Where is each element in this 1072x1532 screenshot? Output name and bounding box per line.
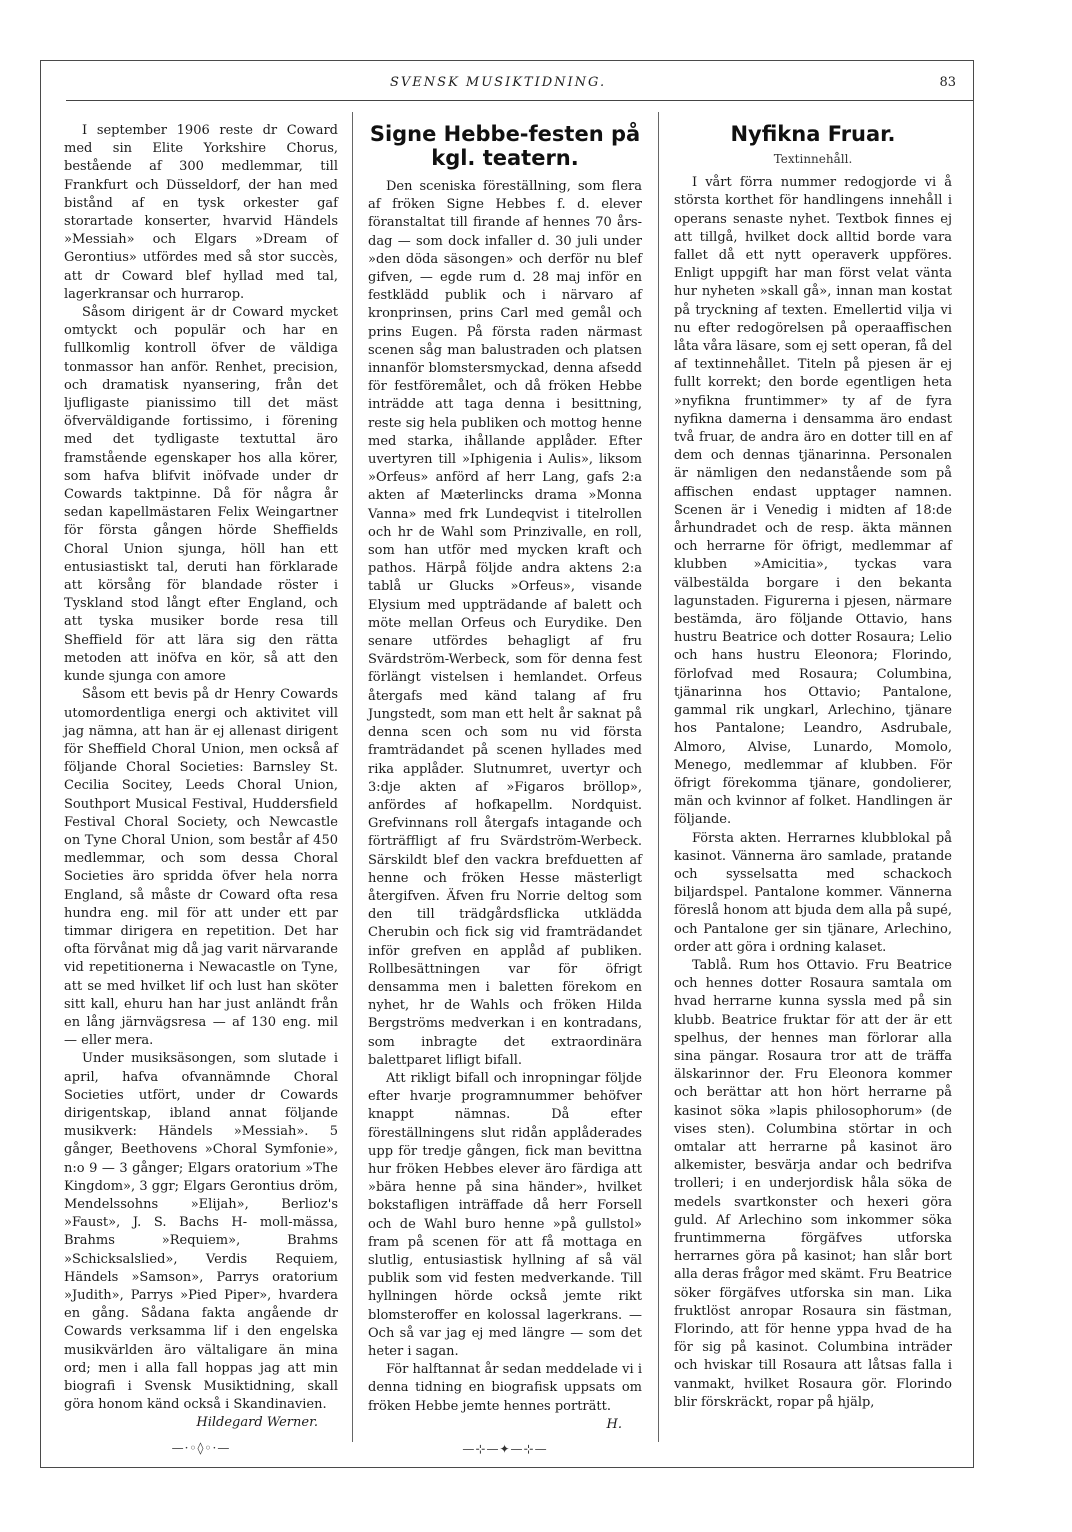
signature: Hildegard Werner. (196, 1415, 318, 1431)
article-coward (64, 122, 338, 1457)
article-title: Signe Hebbe-festen på kgl. teatern. (369, 122, 641, 170)
column-divider (352, 112, 353, 1442)
header-rule (66, 100, 974, 101)
signature: H. (606, 1416, 622, 1432)
ornament: —⊹—✦—⊹— (462, 1442, 548, 1457)
column-divider (658, 112, 659, 1442)
article-hebbe (368, 122, 642, 1458)
article-subtitle: Textinnehåll. (773, 152, 853, 166)
paragraph: Såsom dirigent är dr Coward mycket omtyckt och populär och har en fullkomlig kontroll öfver de väldiga tonmassor han anför. Renhet, precision, och dramatisk nyansering, från det ljufligaste pianissimo till det mäst öfverväldigande fortissimo, i förening med det tydligaste textuttal äro framstående egenskaper hos alla körer, som hafva blifvit inöfvade under dr Cowards taktpinne. Då för några år sedan kapellmästaren Felix Weingartner för första gången hörde Sheffields Choral Union sjunga, höll han ett entusiastiskt tal, deruti han förklarade att körsång för blandade röster i Tyskland stod långt efter England, och att tyska musiker borde resa till Sheffield för att lära sig den rätta metoden att inöfva en kör, så att den kunde sjunga con amore (64, 305, 338, 685)
paragraph: Tablå. Rum hos Ottavio. Fru Beatrice och hennes dotter Rosaura samtala om hvad herrarne kunna syssla med på sin klubb. Beatrice fruktar för att der är ett spelhus, der hennes man förlorar alla sina pängar. Rosaura tror att de träffa älskarinnor der. Fru Eleonora kommer och berättar att hon hört herrarne på kasinot söka »lapis philosophorum» (de vises sten). Columbina störtar in och omtalar att herrarne på kasinot äro alkemister, besvärja andar och bedrifva trolleri; i en underjordisk håla söka de medels svartkonster och hexeri göra guld. Af Arlechino som inkommer söka fruntimmerna förgäfves utforska herrarnes göra på kasinot; han slår bort alla deras frågor med skämt. Fru Beatrice söker förgäfves utforska sin man. Lika fruktlöst anropar Rosaura sin fästman, Florindo, att för henne yppa hvad de ha för sig på kasinot. Columbina inträder och hviskar till Rosaura att låtsas falla i vanmakt, hvilket Rosaura gör. Florindo blir förskräckt, ropar på hjälp, (674, 957, 952, 1410)
paragraph: I september 1906 reste dr Coward med sin Elite Yorkshire Chorus, bestående af 300 medlemmar, till Frankfurt och Düsseldorf, der han med bistånd af en tysk orkester gaf storartade konserter, hvarvid Händels »Messiah» och Elgars »Dream of Gerontius» utfördes med så stor succès, att dr Coward blef hyllad med tal, lagerkransar och hurrarop. (64, 123, 338, 302)
paragraph: Att rikligt bifall och inropningar följde efter hvarje programnummer behöfver knappt nämnas. Då efter föreställningens slut ridån applåderades upp för tredje gången, fick man bevittna hur fröken Hebbes elever äro färdiga att »bära henne på sina händer», hvilket bokstafligen inträffade då herr Forsell och de Wahl buro henne »på gullstol» fram på scenen för att få mottaga en slutlig, entusiastisk hyllning af så väl publik som vid festen medverkande. Till hyllningen hörde också jemte rikt blomsteroffer en kolossal lagerkrans. — Och så var jag ej med längre — som det heter i sagan. (368, 1070, 642, 1359)
ornament: —·◦◊◦·— (171, 1440, 231, 1455)
paragraph: Såsom ett bevis på dr Henry Cowards utomordentliga energi och aktivitet vill jag nämna, att han är ej allenast dirigent för Sheffield Choral Union, men också af följande Choral Societies: Barnsley St. Cecilia Socitey, Leeds Choral Union, Southport Musical Festival, Huddersfield Festival Choral Society, och Newcastle on Tyne Choral Union, som består af 450 medlemmar, och som dessa Choral Societies äro spridda öfver hela norra England, så måste dr Coward ofta resa hundra eng. mil för att under ett par timmar dirigera en repetition. Det har ofta förvånat mig då jag varit närvarande vid repetitionerna i Newacastle on Tyne, att se med hvilket lif och lust han sköter sitt kall, ehuru han har just anländt från en lång järnvägsresa — af 130 eng. mil — eller mera. (64, 687, 338, 1049)
running-header (40, 75, 974, 97)
article-title: Nyfikna Fruar. (730, 122, 896, 146)
paragraph: Den sceniska föreställning, som flera af fröken Signe Hebbes f. d. elever föranstaltat till firande af hennes 70 års-dag — som dock infaller d. 30 juli under »den döda säsongen» och derför nu blef gifven, — egde rum d. 28 maj inför en festklädd publik och i närvaro af kronprinsen, prins Carl med gemål och prins Eugen. På första raden närmast scenen såg man balustraden och platsen innanför blomstersmyckad, denna afsedd för festföremålet, och då fröken Hebbe inträdde att taga denna i besittning, reste sig hela publiken och mottog henne med starka, ihållande applåder. Efter uvertyren till »Iphigenia i Aulis», liksom »Orfeus» anförd af herr Lang, gafs 2:a akten af Mæterlincks drama »Monna Vanna» med frk Lundeqvist i titelrollen och hr de Wahl som Prinzivalle, en roll, som han utför med mycken kraft och pathos. Härpå följde andra aktens 2:a tablå ur Glucks »Orfeus», visande Elysium med uppträdande af balett och möte mellan Orfeus och Eurydike. Den senare utfördes behagligt af fru Svärdström-Werbeck, som för denna fest förlängt vistelsen i hemlandet. Orfeus återgafs med känd talang af fru Jungstedt, som man ett helt år saknat på denna scen och som nu vid första framträdandet på scenen hyllades med rika applåder. Slutnumret, uvertyr och 3:dje akten af »Figaros bröllop», anfördes af hofkapellm. Nordquist. Grefvinnans roll återgafs intagande och förträffligt af fru Svärdström-Werbeck. Särskildt blef den vackra brefduetten af henne och fröken Hesse mästerligt återgifven. Äfven fru Norrie deltog som den till trädgårdsflicka utklädda Cherubin och fick sig vid framträdandet inför grefven en applåd af publiken. Rollbesättningen var för öfrigt densamma men i baletten förekom en nyhet, hr de Wahls och fröken Hilda Bergströms medverkan i en kontradans, som inbragte det extraordinära balettparet lifligt bifall. (368, 179, 642, 1068)
paragraph: Under musiksäsongen, som slutade i april, hafva ofvannämnde Choral Societies utfört, under dr Cowards dirigentskap, ibland annat följande musikverk: Händels »Messiah». 5 gånger, Beethovens »Choral Symfonie», n:o 9 — 3 gånger; Elgars oratorium »The Kingdom», 3 ggr; Elgars Gerontius dröm, Mendelssohns »Elijah», Berlioz's »Faust», J. S. Bachs H- moll-mässa, Brahms »Requiem», Brahms »Schicksalslied», Verdis Requiem, Händels »Samson», Parrys oratorium »Judith», Parrys »Pied Piper», hvardera en gång. Sådana fakta angående dr Cowards verksamma lif i den engelska musikvärlden äro vältaligare än mina ord; men i alla fall hoppas jag att min biografi i Svensk Musiktidning, skall göra honom känd också i Skandinavien. (64, 1051, 338, 1413)
running-title: SVENSK MUSIKTIDNING. (390, 75, 607, 90)
page-number: 83 (939, 75, 956, 90)
paragraph: I vårt förra nummer redogjorde vi å största korthet för handlingens innehåll i operans senaste nyhet. Textbok finnes ej att tillgå, hvilket dock alltid borde vara fallet då ett nytt operaverk uppföres. Enligt uppgift har man först velat vänta hur nyheten »skall gå», innan man kostat på tryckning af texten. Emellertid vilja vi nu efter redogörelsen på operaaffischen låta våra läsare, som ej sett operan, få del af textinnehållet. Titeln på pjesen är ej fullt korrekt; den borde egentligen heta »nyfikna fruntimmer» ty af de fyra nyfikna damerna i densamma äro endast två fruar, de andra äro en dotter till en af dem och dennas tjänarinna. Personalen är nämligen den nedanstående som på affischen endast upptager namnen. Scenen är i Venedig i midten af 18:de århundradet och de resp. äkta männen och herrarne för öfrigt, medlemmar af klubben »Amicitia», tyckas vara välbestälda borgare i den bekanta lagunstaden. Figurerna i pjesen, närmare bestämda, äro följande Ottavio, hans hustru Beatrice och dotter Rosaura; Lelio och hans hustru Eleonora; Florindo, förlofvad med Rosaura; Columbina, tjänarinna hos Ottavio; Pantalone, gammal rik ungkarl, Arlechino, tjänare hos Pantalone; Leandro, Asdrubale, Almoro, Alvise, Lunardo, Momolo, Menego, medlemmar af klubben. För öfrigt förekomma tjänare, gondolierer, män och kvinnor af folket. Handlingen är följande. (674, 175, 952, 828)
paragraph: För halftannat år sedan meddelade vi i denna tidning en biografisk uppsats om fröken Hebbe jemte hennes porträtt. (368, 1362, 642, 1414)
article-nyfikna-fruar (674, 122, 952, 1412)
paragraph: Första akten. Herrarnes klubblokal på kasinot. Vännerna äro samlade, pratande och sysselsatta med schackoch biljardspel. Pantalone kommer. Vännerna föreslå honom att bjuda dem alla på supé, och Pantalone ger sin tjänare, Arlechino, order att göra i ordning kalaset. (674, 830, 952, 955)
